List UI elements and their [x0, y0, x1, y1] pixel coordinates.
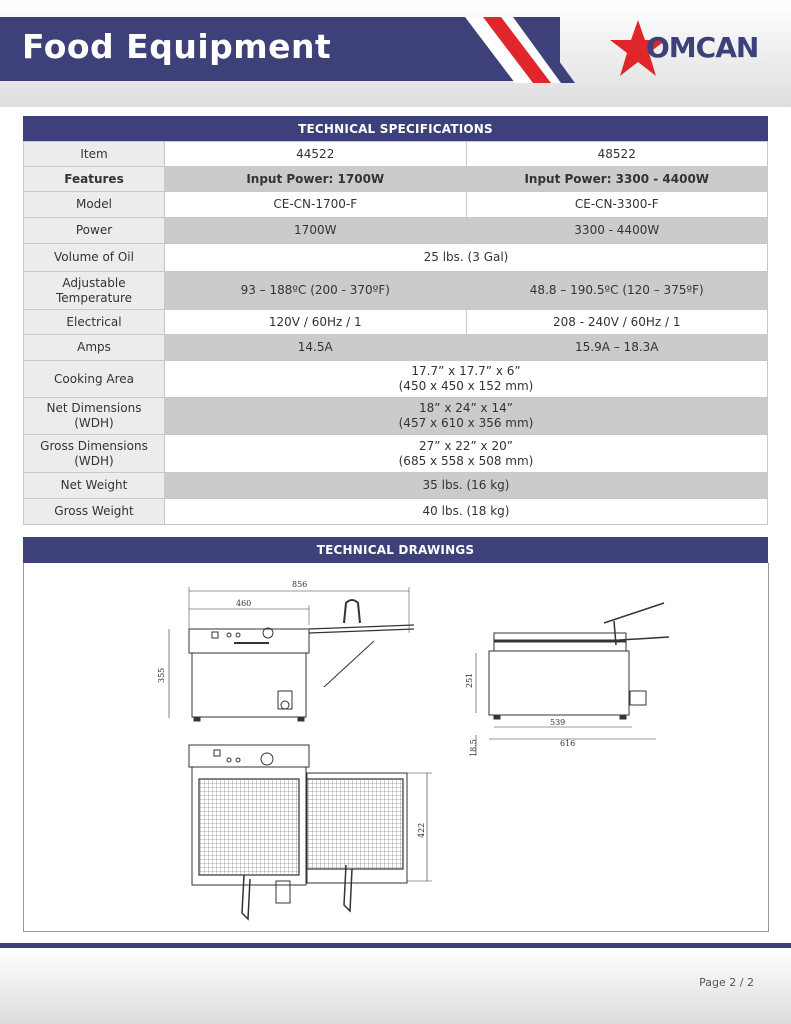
decorative-stripes	[465, 17, 575, 83]
table-row	[24, 142, 768, 167]
cell: 27” x 22” x 20” (685 x 558 x 508 mm)	[165, 435, 768, 473]
row-label: Cooking Area	[24, 361, 165, 398]
cell: 48.8 – 190.5ºC (120 – 375ºF)	[466, 272, 768, 310]
cell: 1700W	[165, 218, 467, 244]
dim-616: 616	[560, 739, 576, 748]
fryer-drawings	[24, 563, 768, 931]
row-label: Features	[24, 167, 165, 192]
table-row	[24, 473, 768, 499]
row-label: Net Weight	[24, 473, 165, 499]
omcan-logo	[608, 18, 778, 80]
table-row	[24, 218, 768, 244]
cell: Input Power: 1700W	[165, 167, 467, 192]
row-label: Adjustable Temperature	[24, 272, 165, 310]
table-row	[24, 310, 768, 335]
cell: CE-CN-3300-F	[466, 192, 768, 218]
table-row	[24, 244, 768, 272]
cell: CE-CN-1700-F	[165, 192, 467, 218]
dim-856: 856	[292, 580, 308, 589]
column-header: 44522	[165, 142, 467, 167]
page-number: Page 2 / 2	[699, 976, 754, 989]
side-view-drawing	[465, 603, 669, 757]
row-label: Net Dimensions (WDH)	[24, 398, 165, 435]
row-label: Power	[24, 218, 165, 244]
cell: 35 lbs. (16 kg)	[165, 473, 768, 499]
dim-422: 422	[417, 822, 426, 838]
dim-460: 460	[236, 599, 252, 608]
footer-band	[0, 948, 791, 1024]
row-label: Gross Dimensions (WDH)	[24, 435, 165, 473]
column-header: 48522	[466, 142, 768, 167]
cell: 17.7” x 17.7” x 6” (450 x 450 x 152 mm)	[165, 361, 768, 398]
table-row	[24, 167, 768, 192]
page-title: Food Equipment	[22, 27, 332, 66]
cell: 25 lbs. (3 Gal)	[165, 244, 768, 272]
cell: 18” x 24” x 14” (457 x 610 x 356 mm)	[165, 398, 768, 435]
cell: Input Power: 3300 - 4400W	[466, 167, 768, 192]
dim-355: 355	[157, 667, 166, 683]
row-label: Gross Weight	[24, 499, 165, 525]
dim-539: 539	[550, 718, 566, 727]
dim-251: 251	[465, 672, 474, 688]
cell: 120V / 60Hz / 1	[165, 310, 467, 335]
cell: 15.9A – 18.3A	[466, 335, 768, 361]
cell: 93 – 188ºC (200 - 370ºF)	[165, 272, 467, 310]
specs-header: TECHNICAL SPECIFICATIONS	[23, 116, 768, 142]
front-view-drawing	[157, 580, 414, 721]
brand-name: OMCAN	[646, 31, 759, 64]
cell: 14.5A	[165, 335, 467, 361]
table-row	[24, 192, 768, 218]
table-row	[24, 499, 768, 525]
table-row	[24, 272, 768, 310]
table-row	[24, 361, 768, 398]
cell: 208 - 240V / 60Hz / 1	[466, 310, 768, 335]
dim-18-5: 18.5	[469, 739, 478, 757]
drawings-header: TECHNICAL DRAWINGS	[23, 537, 768, 563]
specs-table	[23, 141, 768, 525]
top-view-drawing	[189, 745, 432, 919]
row-label: Electrical	[24, 310, 165, 335]
table-row	[24, 398, 768, 435]
row-label: Volume of Oil	[24, 244, 165, 272]
drawings-panel	[23, 563, 769, 932]
row-label: Model	[24, 192, 165, 218]
cell: 40 lbs. (18 kg)	[165, 499, 768, 525]
row-label: Amps	[24, 335, 165, 361]
cell: 3300 - 4400W	[466, 218, 768, 244]
table-row	[24, 435, 768, 473]
column-header: Item	[24, 142, 165, 167]
table-row	[24, 335, 768, 361]
